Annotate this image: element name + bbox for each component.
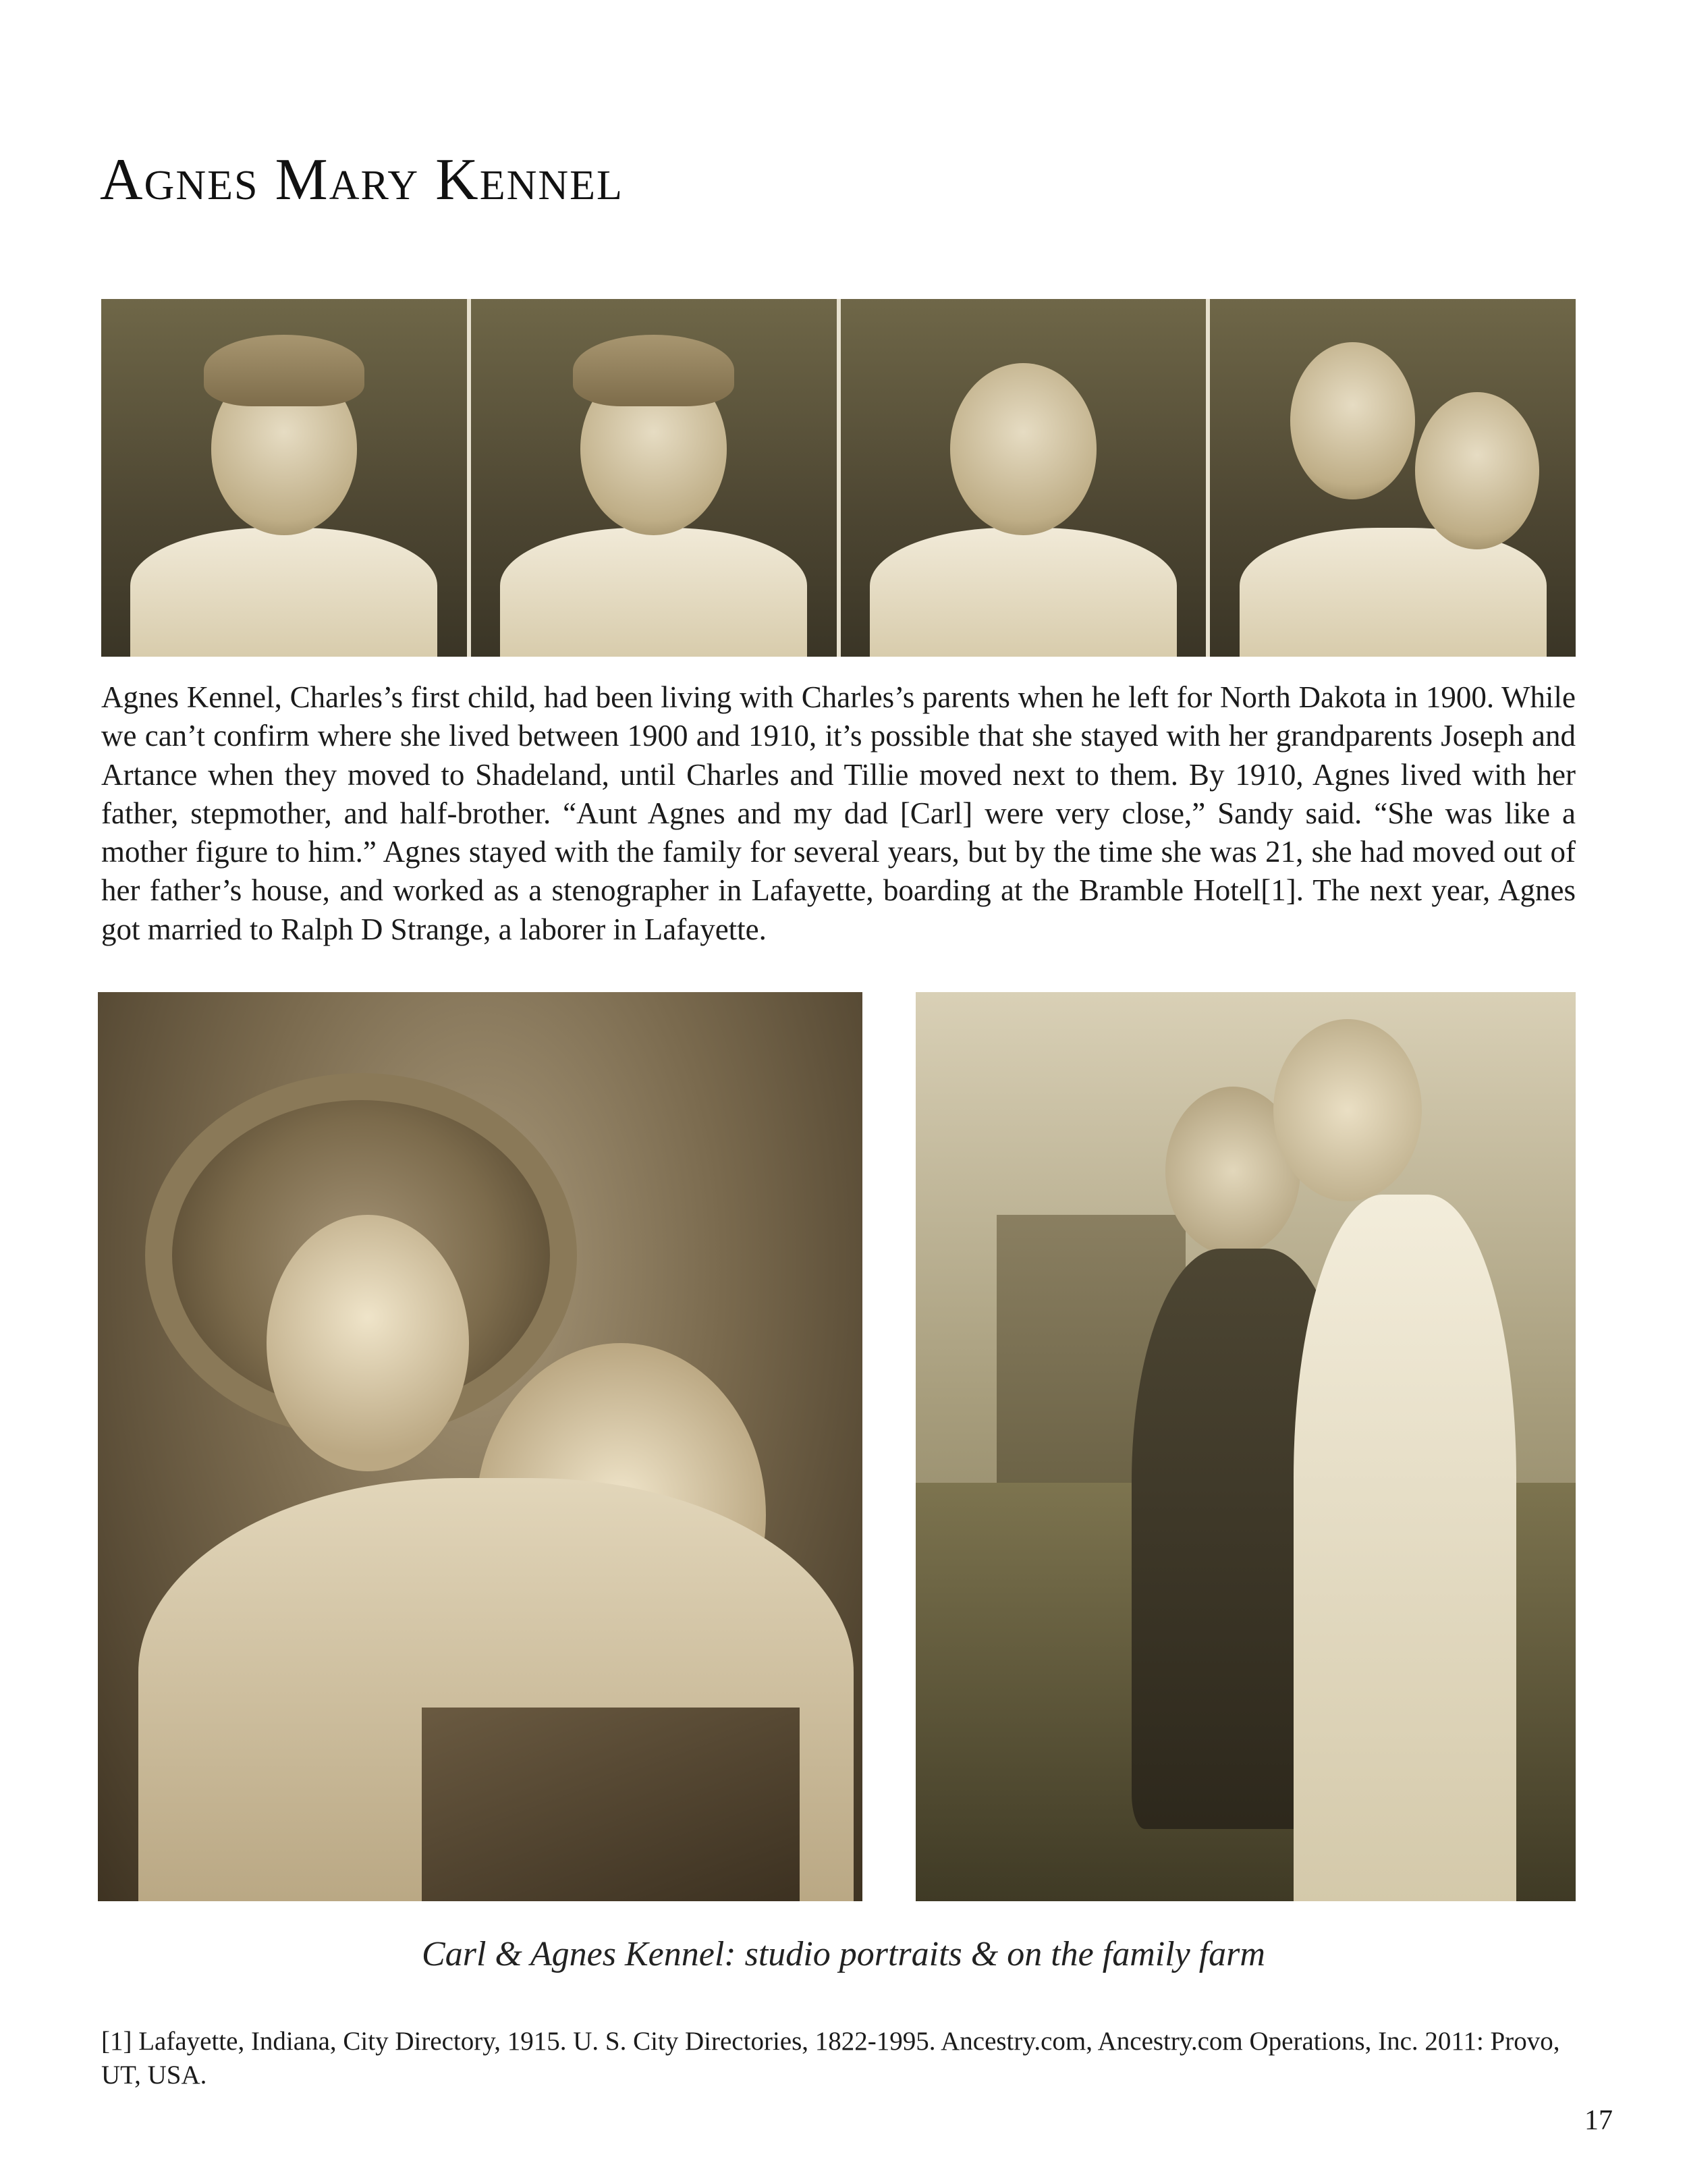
photo-frame-2 — [471, 299, 841, 657]
footnote: [1] Lafayette, Indiana, City Directory, 1915. U. S. City Directories, 1822-1995. Ancestry.com, Ancestry.com Operations, Inc. 2011: Provo, UT, USA. — [101, 2027, 1560, 2090]
photo-frame-4 — [1210, 299, 1576, 657]
photo-frame-3 — [841, 299, 1211, 657]
photo-strip — [101, 299, 1576, 657]
studio-portrait-photo — [98, 992, 862, 1901]
photo-frame-1 — [101, 299, 471, 657]
family-farm-photo — [916, 992, 1576, 1901]
page-number: 17 — [1584, 2105, 1613, 2136]
body-paragraph: Agnes Kennel, Charles’s first child, had been living with Charles’s parents when he left for North Dakota in 1900. While we can’t confirm where she lived between 1900 and 1910, it’s possible that she stayed with her grandparents Joseph and Artance when they moved to Shadeland, until Charles and Tillie moved next to them. By 1910, Agnes lived with her father, stepmother, and half-brother. “Aunt Agnes and my dad [Carl] were very close,” Sandy said. “She was like a mother figure to him.” Agnes stayed with the family for several years, but by the time she was 21, she had moved out of her father’s house, and worked as a stenographer in Lafayette, boarding at the Bramble Hotel[1]. The next year, Agnes got married to Ralph D Strange, a laborer in Lafayette. — [101, 680, 1576, 946]
photo-caption: Carl & Agnes Kennel: studio portraits & on the family farm — [422, 1935, 1265, 1973]
page-title: Agnes Mary Kennel — [100, 147, 624, 213]
